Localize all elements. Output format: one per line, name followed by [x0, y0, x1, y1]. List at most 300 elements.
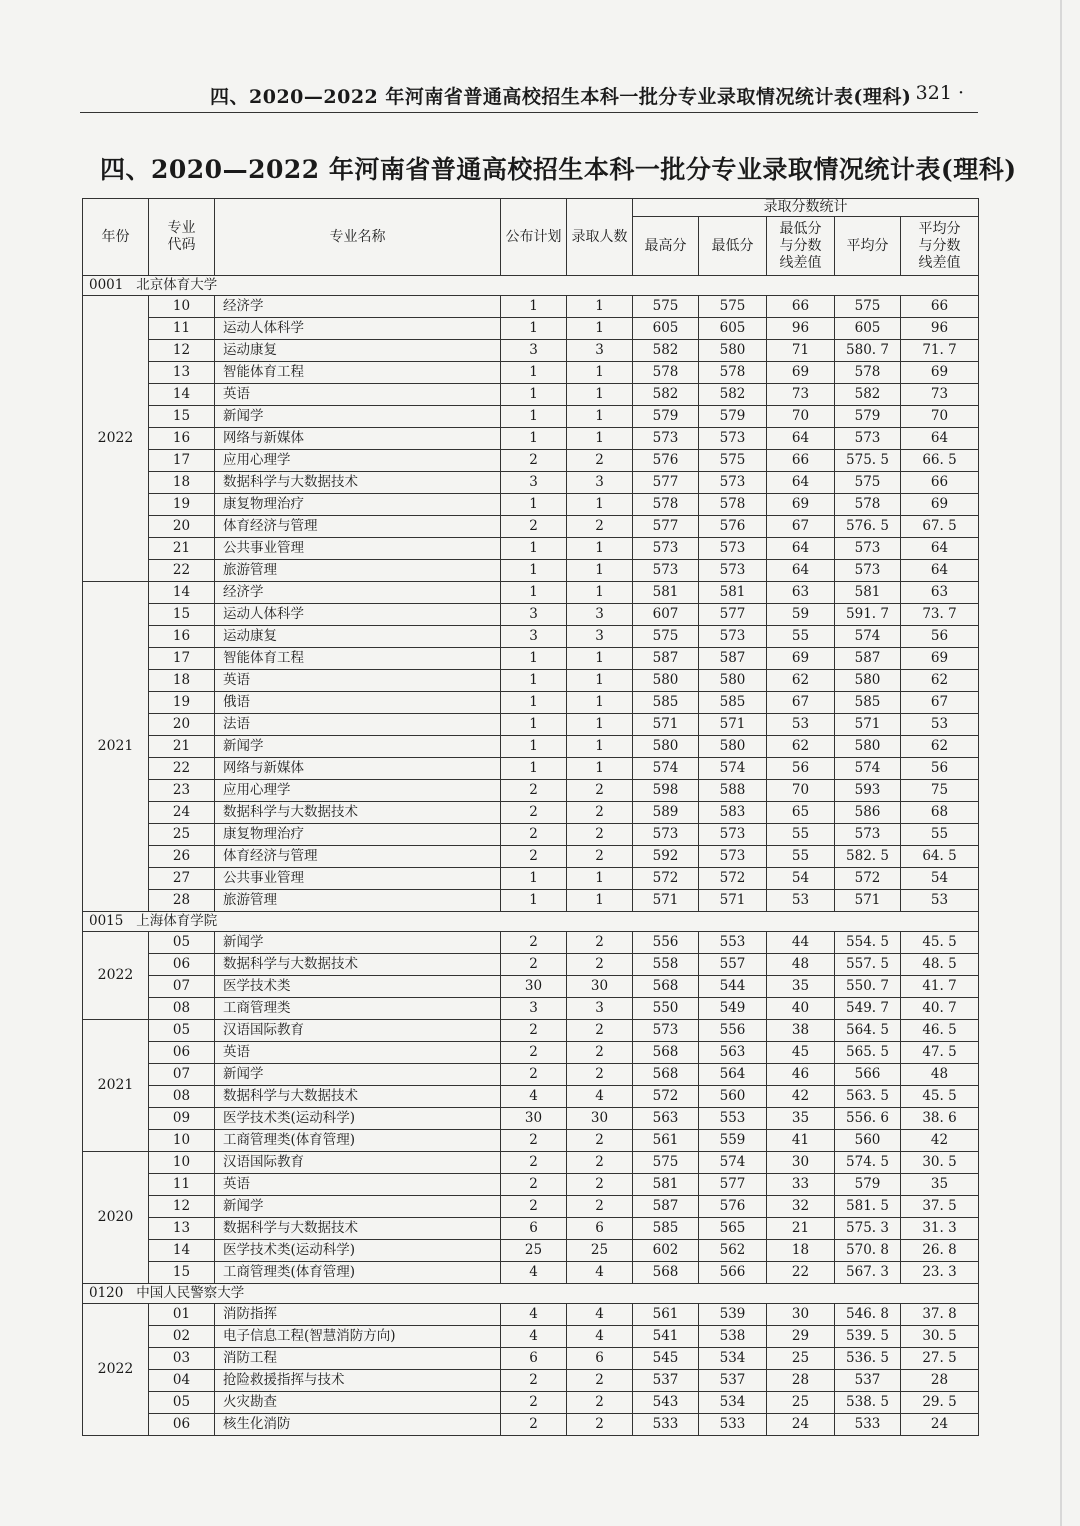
avg-diff-cell: 30. 5: [901, 1152, 979, 1174]
min-diff-cell: 70: [767, 780, 835, 802]
max-cell: 581: [633, 1174, 699, 1196]
min-cell: 533: [699, 1414, 767, 1436]
page-title: 四、2020—2022 年河南省普通高校招生本科一批分专业录取情况统计表(理科): [100, 155, 1017, 184]
max-cell: 575: [633, 296, 699, 318]
min-diff-cell: 21: [767, 1218, 835, 1240]
admitted-cell: 4: [567, 1262, 633, 1284]
admitted-cell: 1: [567, 296, 633, 318]
plan-cell: 4: [501, 1262, 567, 1284]
min-diff-cell: 69: [767, 648, 835, 670]
min-diff-cell: 46: [767, 1064, 835, 1086]
avg-diff-cell: 37. 8: [901, 1304, 979, 1326]
max-cell: 573: [633, 538, 699, 560]
min-diff-cell: 30: [767, 1152, 835, 1174]
code-cell: 13: [149, 362, 215, 384]
code-cell: 06: [149, 1414, 215, 1436]
admitted-cell: 2: [567, 1130, 633, 1152]
avg-cell: 567. 3: [835, 1262, 901, 1284]
min-cell: 575: [699, 296, 767, 318]
min-diff-cell: 33: [767, 1174, 835, 1196]
col-avg: 平均分: [835, 217, 901, 276]
name-cell: 医学技术类: [215, 976, 501, 998]
max-cell: 573: [633, 560, 699, 582]
table-row: [83, 1370, 979, 1392]
avg-cell: 533: [835, 1414, 901, 1436]
avg-cell: 573: [835, 560, 901, 582]
min-cell: 556: [699, 1020, 767, 1042]
col-code: [149, 199, 215, 276]
plan-cell: 1: [501, 670, 567, 692]
avg-cell: 574: [835, 626, 901, 648]
name-cell: 运动康复: [215, 340, 501, 362]
table-row: [83, 780, 979, 802]
max-cell: 568: [633, 1064, 699, 1086]
avg-diff-cell: 53: [901, 714, 979, 736]
min-diff-cell: 67: [767, 692, 835, 714]
max-cell: 537: [633, 1370, 699, 1392]
min-diff-cell: 65: [767, 802, 835, 824]
min-cell: 573: [699, 538, 767, 560]
admitted-cell: 3: [567, 998, 633, 1020]
min-cell: 557: [699, 954, 767, 976]
max-cell: 550: [633, 998, 699, 1020]
max-cell: 587: [633, 1196, 699, 1218]
max-cell: 587: [633, 648, 699, 670]
admitted-cell: 2: [567, 824, 633, 846]
min-diff-cell: 71: [767, 340, 835, 362]
avg-cell: 578: [835, 362, 901, 384]
min-cell: 553: [699, 932, 767, 954]
code-cell: 05: [149, 932, 215, 954]
max-cell: 573: [633, 428, 699, 450]
avg-diff-cell: 35: [901, 1174, 979, 1196]
min-diff-cell: 69: [767, 362, 835, 384]
institution-row: [83, 276, 979, 296]
min-cell: 581: [699, 582, 767, 604]
admitted-cell: 4: [567, 1086, 633, 1108]
avg-cell: 585: [835, 692, 901, 714]
table-row: [83, 362, 979, 384]
min-diff-cell: 55: [767, 846, 835, 868]
plan-cell: 6: [501, 1348, 567, 1370]
table-row: [83, 736, 979, 758]
admitted-cell: 3: [567, 604, 633, 626]
table-row: [83, 890, 979, 912]
plan-cell: 1: [501, 736, 567, 758]
avg-cell: 570. 8: [835, 1240, 901, 1262]
max-cell: 576: [633, 450, 699, 472]
plan-cell: 2: [501, 1174, 567, 1196]
plan-cell: 1: [501, 714, 567, 736]
name-cell: 英语: [215, 1174, 501, 1196]
admitted-cell: 1: [567, 890, 633, 912]
min-cell: 574: [699, 758, 767, 780]
admitted-cell: 2: [567, 1020, 633, 1042]
min-cell: 564: [699, 1064, 767, 1086]
min-diff-cell: 67: [767, 516, 835, 538]
max-cell: 602: [633, 1240, 699, 1262]
min-diff-cell: 45: [767, 1042, 835, 1064]
table-row: [83, 384, 979, 406]
min-cell: 577: [699, 604, 767, 626]
avg-cell: 564. 5: [835, 1020, 901, 1042]
table-row: [83, 1326, 979, 1348]
avg-cell: 546. 8: [835, 1304, 901, 1326]
name-cell: 工商管理类(体育管理): [215, 1262, 501, 1284]
min-cell: 585: [699, 692, 767, 714]
name-cell: 运动康复: [215, 626, 501, 648]
name-cell: 旅游管理: [215, 890, 501, 912]
name-cell: 电子信息工程(智慧消防方向): [215, 1326, 501, 1348]
name-cell: 英语: [215, 1042, 501, 1064]
plan-cell: 1: [501, 384, 567, 406]
code-cell: 05: [149, 1392, 215, 1414]
table-row: [83, 626, 979, 648]
code-cell: 16: [149, 428, 215, 450]
admitted-cell: 1: [567, 560, 633, 582]
plan-cell: 6: [501, 1218, 567, 1240]
avg-diff-cell: 56: [901, 626, 979, 648]
avg-diff-cell: 37. 5: [901, 1196, 979, 1218]
min-cell: 578: [699, 494, 767, 516]
avg-cell: 574. 5: [835, 1152, 901, 1174]
plan-cell: 2: [501, 1392, 567, 1414]
avg-cell: 539. 5: [835, 1326, 901, 1348]
plan-cell: 1: [501, 428, 567, 450]
name-cell: 运动人体科学: [215, 604, 501, 626]
avg-diff-cell: 48. 5: [901, 954, 979, 976]
max-cell: 543: [633, 1392, 699, 1414]
year-cell: 2022: [83, 1304, 149, 1436]
avg-diff-cell: 63: [901, 582, 979, 604]
name-cell: 运动人体科学: [215, 318, 501, 340]
table-row: [83, 1020, 979, 1042]
table-row: [83, 1130, 979, 1152]
name-cell: 新闻学: [215, 406, 501, 428]
table-row: [83, 472, 979, 494]
avg-cell: 556. 6: [835, 1108, 901, 1130]
max-cell: 572: [633, 1086, 699, 1108]
col-score-group: 录取分数统计: [633, 199, 979, 217]
name-cell: 智能体育工程: [215, 648, 501, 670]
name-cell: 应用心理学: [215, 450, 501, 472]
avg-diff-cell: 40. 7: [901, 998, 979, 1020]
max-cell: 592: [633, 846, 699, 868]
col-admitted: 录取人数: [567, 199, 633, 276]
max-cell: 571: [633, 714, 699, 736]
max-cell: 575: [633, 1152, 699, 1174]
max-cell: 541: [633, 1326, 699, 1348]
min-diff-cell: 70: [767, 406, 835, 428]
plan-cell: 3: [501, 340, 567, 362]
min-diff-cell: 64: [767, 428, 835, 450]
table-row: [83, 1348, 979, 1370]
col-code-label: 专业 代码: [167, 220, 196, 253]
code-cell: 21: [149, 538, 215, 560]
max-cell: 577: [633, 472, 699, 494]
plan-cell: 2: [501, 954, 567, 976]
plan-cell: 30: [501, 1108, 567, 1130]
admitted-cell: 2: [567, 1174, 633, 1196]
avg-diff-cell: 46. 5: [901, 1020, 979, 1042]
max-cell: 561: [633, 1304, 699, 1326]
col-avg-diff: [901, 217, 979, 276]
min-cell: 566: [699, 1262, 767, 1284]
code-cell: 07: [149, 976, 215, 998]
name-cell: 智能体育工程: [215, 362, 501, 384]
plan-cell: 2: [501, 802, 567, 824]
avg-cell: 576. 5: [835, 516, 901, 538]
code-cell: 03: [149, 1348, 215, 1370]
avg-cell: 578: [835, 494, 901, 516]
plan-cell: 2: [501, 1370, 567, 1392]
code-cell: 06: [149, 954, 215, 976]
col-min-diff: [767, 217, 835, 276]
plan-cell: 2: [501, 932, 567, 954]
avg-diff-cell: 26. 8: [901, 1240, 979, 1262]
avg-cell: 575: [835, 472, 901, 494]
table-row: [83, 1414, 979, 1436]
plan-cell: 2: [501, 1042, 567, 1064]
code-cell: 14: [149, 1240, 215, 1262]
max-cell: 575: [633, 626, 699, 648]
code-cell: 27: [149, 868, 215, 890]
code-cell: 21: [149, 736, 215, 758]
avg-diff-cell: 66: [901, 296, 979, 318]
table-row: [83, 428, 979, 450]
avg-cell: 538. 5: [835, 1392, 901, 1414]
code-cell: 19: [149, 692, 215, 714]
admitted-cell: 1: [567, 318, 633, 340]
name-cell: 新闻学: [215, 1064, 501, 1086]
name-cell: 核生化消防: [215, 1414, 501, 1436]
min-diff-cell: 73: [767, 384, 835, 406]
code-cell: 14: [149, 384, 215, 406]
min-cell: 580: [699, 736, 767, 758]
min-diff-cell: 64: [767, 560, 835, 582]
min-diff-cell: 66: [767, 450, 835, 472]
avg-diff-cell: 64: [901, 538, 979, 560]
max-cell: 581: [633, 582, 699, 604]
admitted-cell: 1: [567, 538, 633, 560]
table-row: [83, 714, 979, 736]
max-cell: 578: [633, 362, 699, 384]
avg-diff-cell: 55: [901, 824, 979, 846]
admitted-cell: 2: [567, 1370, 633, 1392]
table-row: [83, 406, 979, 428]
plan-cell: 1: [501, 494, 567, 516]
admitted-cell: 2: [567, 516, 633, 538]
institution-label: 0120 中国人民警察大学: [83, 1284, 979, 1304]
code-cell: 10: [149, 1130, 215, 1152]
table-row: [83, 976, 979, 998]
max-cell: 533: [633, 1414, 699, 1436]
min-diff-cell: 62: [767, 670, 835, 692]
name-cell: 工商管理类(体育管理): [215, 1130, 501, 1152]
max-cell: 582: [633, 384, 699, 406]
max-cell: 571: [633, 890, 699, 912]
max-cell: 577: [633, 516, 699, 538]
code-cell: 19: [149, 494, 215, 516]
code-cell: 10: [149, 296, 215, 318]
name-cell: 新闻学: [215, 736, 501, 758]
name-cell: 数据科学与大数据技术: [215, 954, 501, 976]
name-cell: 旅游管理: [215, 560, 501, 582]
min-cell: 534: [699, 1392, 767, 1414]
code-cell: 11: [149, 1174, 215, 1196]
admitted-cell: 1: [567, 582, 633, 604]
plan-cell: 2: [501, 824, 567, 846]
table-row: [83, 692, 979, 714]
max-cell: 568: [633, 1262, 699, 1284]
table-row: [83, 1304, 979, 1326]
avg-cell: 571: [835, 890, 901, 912]
admitted-cell: 3: [567, 626, 633, 648]
name-cell: 医学技术类(运动科学): [215, 1240, 501, 1262]
min-diff-cell: 30: [767, 1304, 835, 1326]
admitted-cell: 1: [567, 494, 633, 516]
avg-cell: 582. 5: [835, 846, 901, 868]
min-cell: 560: [699, 1086, 767, 1108]
max-cell: 568: [633, 976, 699, 998]
avg-cell: 580. 7: [835, 340, 901, 362]
avg-diff-cell: 64: [901, 560, 979, 582]
min-diff-cell: 63: [767, 582, 835, 604]
avg-cell: 575: [835, 296, 901, 318]
avg-cell: 605: [835, 318, 901, 340]
name-cell: 医学技术类(运动科学): [215, 1108, 501, 1130]
min-diff-cell: 55: [767, 626, 835, 648]
avg-diff-cell: 66. 5: [901, 450, 979, 472]
min-cell: 580: [699, 670, 767, 692]
code-cell: 05: [149, 1020, 215, 1042]
plan-cell: 1: [501, 296, 567, 318]
table-row: [83, 318, 979, 340]
table-row: [83, 604, 979, 626]
admitted-cell: 1: [567, 362, 633, 384]
avg-diff-cell: 62: [901, 736, 979, 758]
avg-cell: 579: [835, 406, 901, 428]
table-row: [83, 1196, 979, 1218]
name-cell: 体育经济与管理: [215, 846, 501, 868]
min-cell: 605: [699, 318, 767, 340]
code-cell: 04: [149, 1370, 215, 1392]
min-diff-cell: 54: [767, 868, 835, 890]
code-cell: 25: [149, 824, 215, 846]
year-cell: 2022: [83, 296, 149, 582]
code-cell: 28: [149, 890, 215, 912]
min-diff-cell: 59: [767, 604, 835, 626]
max-cell: 563: [633, 1108, 699, 1130]
avg-diff-cell: 71. 7: [901, 340, 979, 362]
name-cell: 火灾勘查: [215, 1392, 501, 1414]
min-cell: 553: [699, 1108, 767, 1130]
table-row: [83, 1174, 979, 1196]
col-min: 最低分: [699, 217, 767, 276]
min-cell: 549: [699, 998, 767, 1020]
name-cell: 经济学: [215, 296, 501, 318]
avg-cell: 550. 7: [835, 976, 901, 998]
name-cell: 经济学: [215, 582, 501, 604]
name-cell: 康复物理治疗: [215, 494, 501, 516]
plan-cell: 1: [501, 582, 567, 604]
min-cell: 577: [699, 1174, 767, 1196]
min-diff-cell: 56: [767, 758, 835, 780]
admitted-cell: 1: [567, 868, 633, 890]
min-cell: 588: [699, 780, 767, 802]
min-diff-cell: 42: [767, 1086, 835, 1108]
avg-cell: 572: [835, 868, 901, 890]
plan-cell: 2: [501, 1152, 567, 1174]
avg-cell: 581. 5: [835, 1196, 901, 1218]
col-min-diff-label: 最低分 与分数 线差值: [779, 220, 822, 271]
min-cell: 587: [699, 648, 767, 670]
table-row: [83, 846, 979, 868]
name-cell: 应用心理学: [215, 780, 501, 802]
min-cell: 559: [699, 1130, 767, 1152]
code-cell: 14: [149, 582, 215, 604]
table-body: [83, 276, 979, 1436]
name-cell: 新闻学: [215, 932, 501, 954]
avg-cell: 580: [835, 670, 901, 692]
admitted-cell: 2: [567, 1152, 633, 1174]
avg-diff-cell: 70: [901, 406, 979, 428]
plan-cell: 1: [501, 692, 567, 714]
min-cell: 574: [699, 1152, 767, 1174]
avg-diff-cell: 38. 6: [901, 1108, 979, 1130]
plan-cell: 2: [501, 780, 567, 802]
min-cell: 538: [699, 1326, 767, 1348]
avg-cell: 565. 5: [835, 1042, 901, 1064]
avg-cell: 537: [835, 1370, 901, 1392]
code-cell: 17: [149, 648, 215, 670]
table-row: [83, 450, 979, 472]
table-row: [83, 1064, 979, 1086]
admitted-cell: 1: [567, 384, 633, 406]
min-diff-cell: 48: [767, 954, 835, 976]
year-cell: 2021: [83, 582, 149, 912]
name-cell: 网络与新媒体: [215, 758, 501, 780]
max-cell: 598: [633, 780, 699, 802]
admitted-cell: 2: [567, 1042, 633, 1064]
table-row: [83, 932, 979, 954]
running-title: 四、2020—2022 年河南省普通高校招生本科一批分专业录取情况统计表(理科): [210, 86, 912, 108]
table-row: [83, 516, 979, 538]
institution-label: 0015 上海体育学院: [83, 912, 979, 932]
plan-cell: 1: [501, 758, 567, 780]
code-cell: 13: [149, 1218, 215, 1240]
min-cell: 539: [699, 1304, 767, 1326]
avg-cell: 560: [835, 1130, 901, 1152]
plan-cell: 4: [501, 1086, 567, 1108]
code-cell: 16: [149, 626, 215, 648]
admitted-cell: 3: [567, 340, 633, 362]
name-cell: 抢险救援指挥与技术: [215, 1370, 501, 1392]
avg-diff-cell: 53: [901, 890, 979, 912]
name-cell: 英语: [215, 670, 501, 692]
admitted-cell: 2: [567, 846, 633, 868]
admitted-cell: 2: [567, 802, 633, 824]
admitted-cell: 4: [567, 1326, 633, 1348]
admitted-cell: 1: [567, 648, 633, 670]
admitted-cell: 1: [567, 406, 633, 428]
avg-diff-cell: 29. 5: [901, 1392, 979, 1414]
min-diff-cell: 18: [767, 1240, 835, 1262]
min-diff-cell: 44: [767, 932, 835, 954]
code-cell: 18: [149, 472, 215, 494]
avg-diff-cell: 47. 5: [901, 1042, 979, 1064]
name-cell: 汉语国际教育: [215, 1020, 501, 1042]
